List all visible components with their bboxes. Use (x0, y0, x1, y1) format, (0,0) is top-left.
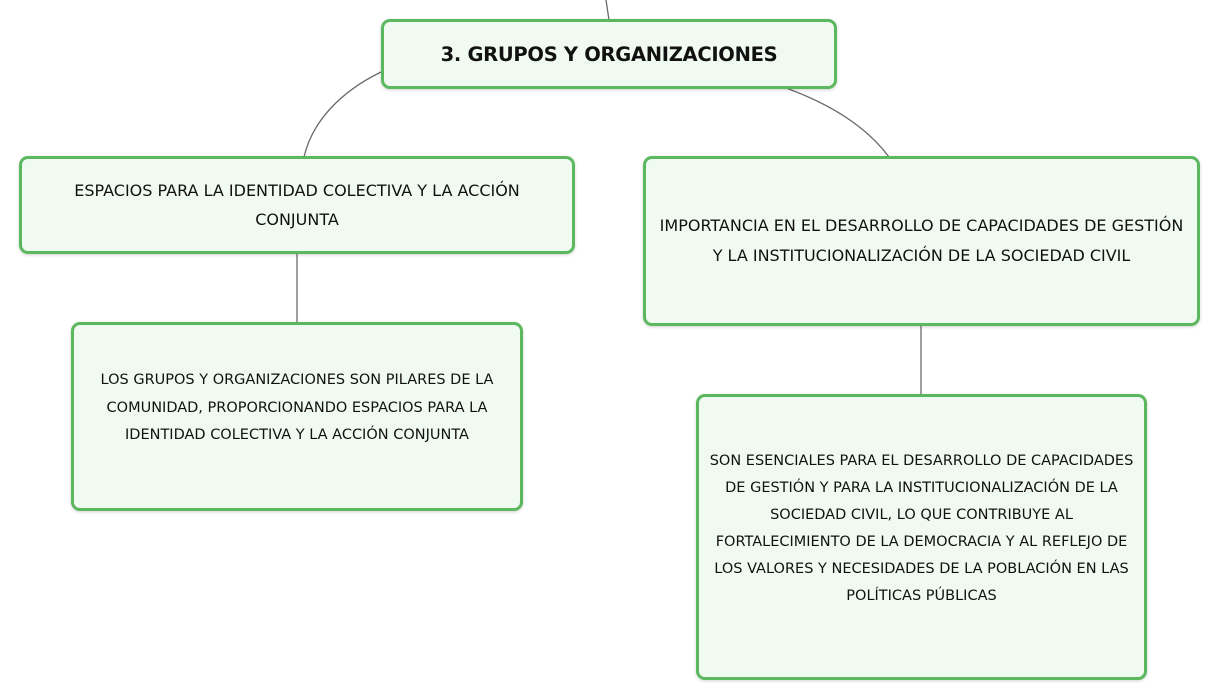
root-topic-label: 3. GRUPOS Y ORGANIZACIONES (440, 42, 778, 66)
topic-node-identidad-colectiva[interactable] (19, 156, 575, 254)
topic-label-identidad-colectiva: ESPACIOS PARA LA IDENTIDAD COLECTIVA Y LA ACCIÓN CONJUNTA (74, 181, 520, 229)
subtopic-node-esenciales-desarrollo[interactable] (696, 394, 1147, 680)
topic-label-capacidades-gestion: IMPORTANCIA EN EL DESARROLLO DE CAPACIDADES DE GESTIÓN Y LA INSTITUCIONALIZACIÓN DE LA SOCIEDAD CIVIL (659, 216, 1184, 265)
connector-root-to-right (786, 88, 889, 157)
connector-from-parent (606, 0, 609, 20)
subtopic-label-esenciales-desarrollo: SON ESENCIALES PARA EL DESARROLLO DE CAPACIDADES DE GESTIÓN Y PARA LA INSTITUCIONALIZACIÓN DE LA SOCIEDAD CIVIL, LO QUE CONTRIBUYE AL FORTALECIMIENTO DE LA DEMOCRACIA Y AL REFLEJO DE LOS VALORES Y NECESIDADES DE LA POBLACIÓN EN LAS POLÍTICAS PÚBLICAS (709, 453, 1134, 604)
topic-node-capacidades-gestion[interactable] (643, 156, 1200, 326)
root-topic-node[interactable] (381, 19, 837, 89)
subtopic-label-pilares-comunidad: LOS GRUPOS Y ORGANIZACIONES SON PILARES DE LA COMUNIDAD, PROPORCIONANDO ESPACIOS PARA LA IDENTIDAD COLECTIVA Y LA ACCIÓN CONJUNTA (100, 372, 494, 444)
connector-root-to-left (304, 72, 381, 157)
subtopic-node-pilares-comunidad[interactable] (71, 322, 523, 511)
